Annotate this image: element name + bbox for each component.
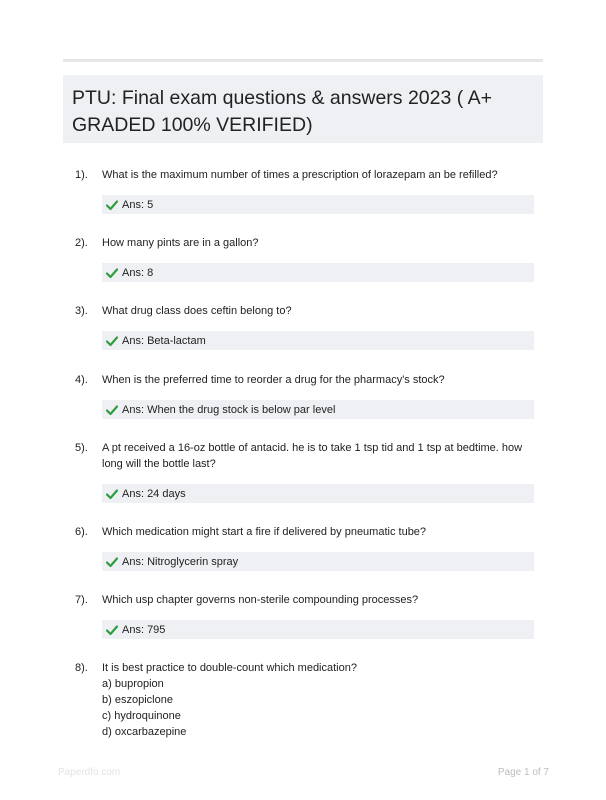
- checkmark-icon: [106, 624, 118, 636]
- question-block-2: [75, 235, 535, 282]
- checkmark-icon: [106, 556, 118, 568]
- answer-text: Ans: When the drug stock is below par level: [122, 403, 336, 416]
- question-block-3: [75, 303, 535, 350]
- option-d: d) oxcarbazepine: [102, 726, 187, 738]
- question-text: What drug class does ceftin belong to?: [102, 305, 292, 317]
- question-text: Which usp chapter governs non-sterile compounding processes?: [102, 594, 419, 606]
- top-rule: [63, 59, 543, 62]
- answer-box: [102, 400, 534, 419]
- question-number: 5).: [75, 442, 88, 454]
- answer-box: [102, 195, 534, 214]
- option-a: a) bupropion: [102, 678, 164, 690]
- checkmark-icon: [106, 404, 118, 416]
- option-b: b) eszopiclone: [102, 694, 173, 706]
- question-block-4: [75, 372, 535, 419]
- question-number: 6).: [75, 526, 88, 538]
- question-number: 3).: [75, 305, 88, 317]
- question-stem: It is best practice to double-count which medication?: [102, 662, 357, 674]
- question-text: When is the preferred time to reorder a drug for the pharmacy's stock?: [102, 374, 445, 386]
- question-text: What is the maximum number of times a prescription of lorazepam an be refilled?: [102, 169, 498, 181]
- question-number: 4).: [75, 374, 88, 386]
- question-block-7: [75, 592, 535, 639]
- answer-box: [102, 620, 534, 639]
- answer-text: Ans: 795: [122, 623, 166, 636]
- question-block-5: [75, 440, 535, 503]
- question-block-8: [75, 660, 535, 740]
- question-text: A pt received a 16-oz bottle of antacid. he is to take 1 tsp tid and 1 tsp at bedtime. how long will the bottle last?: [102, 442, 523, 470]
- title-box: [63, 75, 543, 143]
- answer-text: Ans: Nitroglycerin spray: [122, 555, 239, 568]
- question-text: [102, 660, 536, 740]
- question-number: 2).: [75, 237, 88, 249]
- question-block-6: [75, 524, 535, 571]
- answer-text: Ans: 5: [122, 198, 154, 211]
- answer-text: Ans: 8: [122, 266, 154, 279]
- checkmark-icon: [106, 335, 118, 347]
- answer-box: [102, 263, 534, 282]
- question-number: 1).: [75, 169, 88, 181]
- answer-text: Ans: 24 days: [122, 487, 186, 500]
- question-block-1: [75, 167, 535, 214]
- answer-box: [102, 552, 534, 571]
- footer-brand: Paperdfo.com: [58, 767, 121, 778]
- answer-box: [102, 484, 534, 503]
- question-number: 8).: [75, 662, 88, 674]
- checkmark-icon: [106, 199, 118, 211]
- question-text: Which medication might start a fire if delivered by pneumatic tube?: [102, 526, 427, 538]
- option-c: c) hydroquinone: [102, 710, 181, 722]
- answer-text: Ans: Beta-lactam: [122, 334, 206, 347]
- answer-box: [102, 331, 534, 350]
- checkmark-icon: [106, 488, 118, 500]
- question-number: 7).: [75, 594, 88, 606]
- document-title: PTU: Final exam questions & answers 2023 ( A+ GRADED 100% VERIFIED): [72, 87, 492, 136]
- page-number: Page 1 of 7: [497, 767, 549, 778]
- checkmark-icon: [106, 267, 118, 279]
- question-text: How many pints are in a gallon?: [102, 237, 259, 249]
